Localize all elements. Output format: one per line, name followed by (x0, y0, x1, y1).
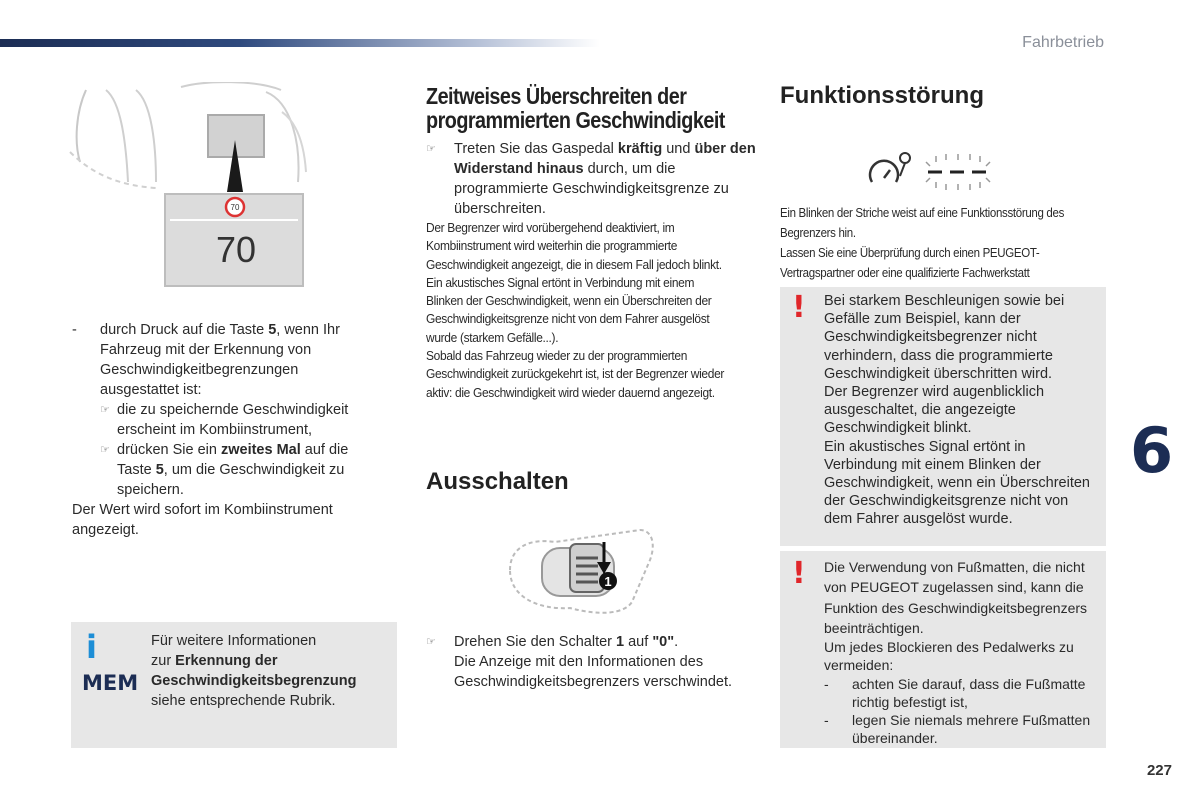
paragraph: Sobald das Fahrzeug wieder zu der programmierten Geschwindigkeit zurückgekehrt ist, ist der Begrenzer wieder aktiv: die Geschwindigkeit wird wieder dauernd angezeigt. (426, 348, 725, 400)
paragraph: Ein akustisches Signal ertönt in Verbindung mit einem Blinken der Geschwindigkeit, wenn ein Überschreiten der Geschwindigkeitsgrenze nicht von dem Fahrer ausgelöst wurde (starkem Gefälle...). (426, 274, 712, 345)
instruction-dash-item: - durch Druck auf die Taste 5, wenn Ihr Fahrzeug mit der Erkennung von Geschwindigkeitbegrenzungen ausgestattet ist: (72, 322, 340, 398)
bullet-item: ☞ Treten Sie das Gaspedal kräftig und über den Widerstand hinaus durch, um die programmierte Geschwindigkeitsgrenze zu überschreiten. (426, 141, 756, 217)
warning-icon: ! (792, 290, 806, 325)
list-item: - achten Sie darauf, dass die Fußmatte richtig befestigt ist, (824, 675, 1086, 710)
left-column (72, 320, 372, 540)
switch-label-number: 1 (604, 574, 612, 589)
dash-marker: - (824, 712, 829, 728)
malfunction-display-illustration (866, 148, 1006, 194)
bullet-item: ☞ Drehen Sie den Schalter 1 auf "0". (426, 634, 679, 650)
speed-limit-sign-value: 70 (230, 203, 240, 212)
hand-pointer-icon: ☞ (426, 143, 436, 155)
instruction-sub-item: ☞ die zu speichernde Geschwindigkeit erscheint im Kombiinstrument, (100, 402, 349, 438)
speed-display-value: 70 (215, 229, 257, 270)
middle-column (426, 84, 756, 402)
closing-paragraph: Der Wert wird sofort im Kombiinstrument angezeigt. (72, 502, 333, 538)
section-heading-off: Ausschalten (426, 468, 569, 495)
warning-icon: ! (792, 556, 806, 591)
list-item: - legen Sie niemals mehrere Fußmatten übereinander. (824, 712, 1091, 747)
speed-limiter-switch-illustration (500, 522, 660, 620)
section-heading: Zeitweises Überschreiten der programmierten Geschwindigkeit (426, 83, 725, 133)
paragraph: Der Begrenzer wird vorübergehend deaktiviert, im Kombiinstrument wird weiterhin die programmierte Geschwindigkeit angezeigt, die in diesem Fall jedoch blinkt. (426, 220, 722, 272)
instruction-sub-item: ☞ drücken Sie ein zweites Mal auf die Taste 5, um die Geschwindigkeit zu speichern. (100, 442, 349, 498)
dashes-display-text (0, 0, 1, 1)
section-heading-malfunction: Funktionsstörung (780, 82, 984, 109)
info-text: Für weitere Informationen zur Erkennung der Geschwindigkeitsbegrenzung siehe entsprechende Rubrik. (151, 633, 357, 709)
hand-pointer-icon: ☞ (426, 636, 436, 648)
instrument-cluster-illustration (66, 82, 311, 292)
header-accent-bar (0, 39, 600, 47)
hand-pointer-icon: ☞ (100, 444, 110, 456)
dash-marker: - (72, 322, 77, 338)
turn-off-instructions: ☞ Drehen Sie den Schalter 1 auf "0". Die Anzeige mit den Informationen des Geschwindigkeitsbegrenzers verschwindet. (426, 632, 756, 692)
paragraph: Ein Blinken der Striche weist auf eine Funktionsstörung des Begrenzers hin. (780, 206, 1065, 240)
paragraph: Lassen Sie eine Überprüfung durch einen PEUGEOT-Vertragspartner oder eine qualifizierte Fachwerkstatt (780, 246, 1040, 280)
warning-text: Die Verwendung von Fußmatten, die nicht von PEUGEOT zugelassen sind, kann die Funktion des Geschwindigkeitsbegrenzers beeinträchtigen. Um jedes Blockieren des Pedalwerks zu vermeiden: - achten Sie darauf, dass die Fußmatte richtig befestigt ist, - legen Sie niemals mehrere Fußmatten übereinander. (824, 557, 1100, 747)
dash-marker: - (824, 675, 829, 692)
page-number: 227 (1146, 762, 1172, 779)
chapter-number: 6 (1130, 414, 1174, 487)
section-title: Fahrbetrieb (1022, 34, 1104, 51)
hand-pointer-icon: ☞ (100, 404, 110, 416)
memo-icon: MEM (82, 671, 139, 695)
warning-text: Bei starkem Beschleunigen sowie bei Gefälle zum Beispiel, kann der Geschwindigkeitsbegrenzer nicht verhindern, dass die programmierte Geschwindigkeit überschritten wird. Der Begrenzer wird augenblicklich ausgeschaltet, die angezeigte Geschwindigkeit blinkt. Ein akustisches Signal ertönt in Verbindung mit einem Blinken der Geschwindigkeit, wenn ein Überschreiten der Geschwindigkeitsgrenze nicht von dem Fahrer ausgelöst wurde. (824, 293, 1090, 528)
info-icon: i (86, 628, 97, 666)
